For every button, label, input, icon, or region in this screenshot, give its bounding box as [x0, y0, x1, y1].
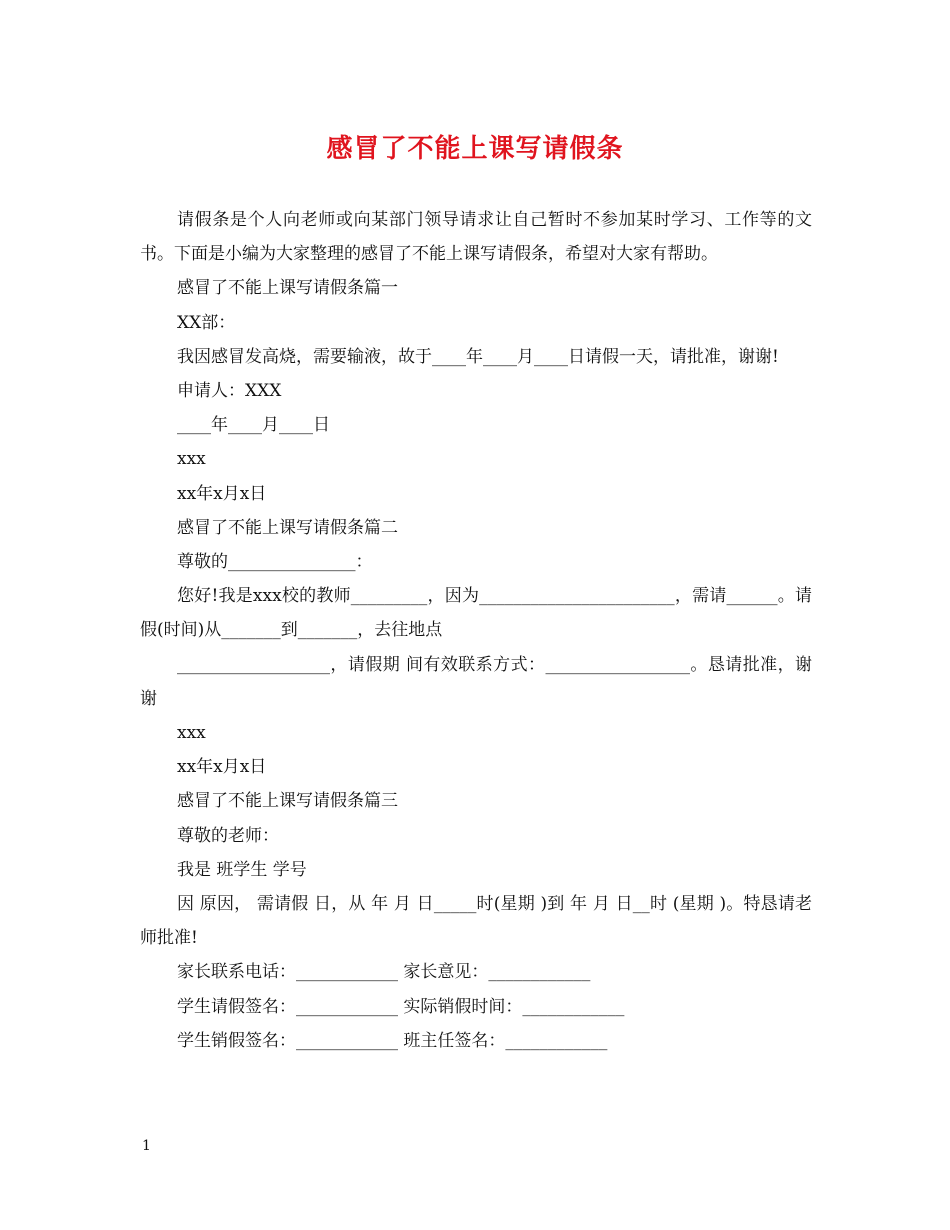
section-heading-1: 感冒了不能上课写请假条篇一 — [177, 278, 398, 299]
date-blank-line: ____年____月____日 — [177, 415, 330, 436]
cancel-signature-line: 学生销假签名：____________ 班主任签名：____________ — [177, 1030, 608, 1051]
intro-paragraph: 请假条是个人向老师或向某部门领导请求让自己暂时不参加某时学习、工作等的文书。下面是小编为大家整理的感冒了不能上课写请假条，希望对大家有帮助。 — [140, 210, 812, 265]
student-signature-line: 学生请假签名：____________ 实际销假时间：____________ — [177, 996, 625, 1017]
leave-request-text-2: 您好!我是xxx校的教师_________，因为_______________________，需请______。请假(时间)从_______到_______，去往地点 — [140, 586, 812, 641]
date-1: xx年x月x日 — [177, 483, 267, 504]
leave-request-text-3: 因 原因， 需请假 日，从 年 月 日_____时(星期 )到 年 月 日__时 (星期 )。特恳请老师批准! — [140, 894, 812, 949]
addressee-3: 尊敬的老师： — [177, 825, 279, 846]
signature-1: xxx — [177, 449, 206, 470]
document-title: 感冒了不能上课写请假条 — [326, 134, 624, 164]
page-number: 1 — [142, 1138, 151, 1154]
section-heading-3: 感冒了不能上课写请假条篇三 — [177, 791, 398, 812]
leave-request-text-1: 我因感冒发高烧，需要输液，故于____年____月____日请假一天，请批准，谢谢! — [177, 346, 779, 367]
document-body — [140, 203, 812, 1058]
addressee-1: XX部： — [177, 312, 236, 333]
section-heading-2: 感冒了不能上课写请假条篇二 — [177, 517, 398, 538]
leave-request-text-2-cont: __________________，请假期 间有效联系方式：_________________。恳请批准，谢谢 — [140, 654, 812, 709]
date-2: xx年x月x日 — [177, 757, 267, 778]
signature-2: xxx — [177, 723, 206, 744]
applicant-line: 申请人：XXX — [177, 381, 282, 402]
student-info-line: 我是 班学生 学号 — [177, 859, 307, 880]
addressee-2: 尊敬的_______________： — [177, 552, 373, 573]
parent-contact-line: 家长联系电话：____________ 家长意见：____________ — [177, 962, 591, 983]
